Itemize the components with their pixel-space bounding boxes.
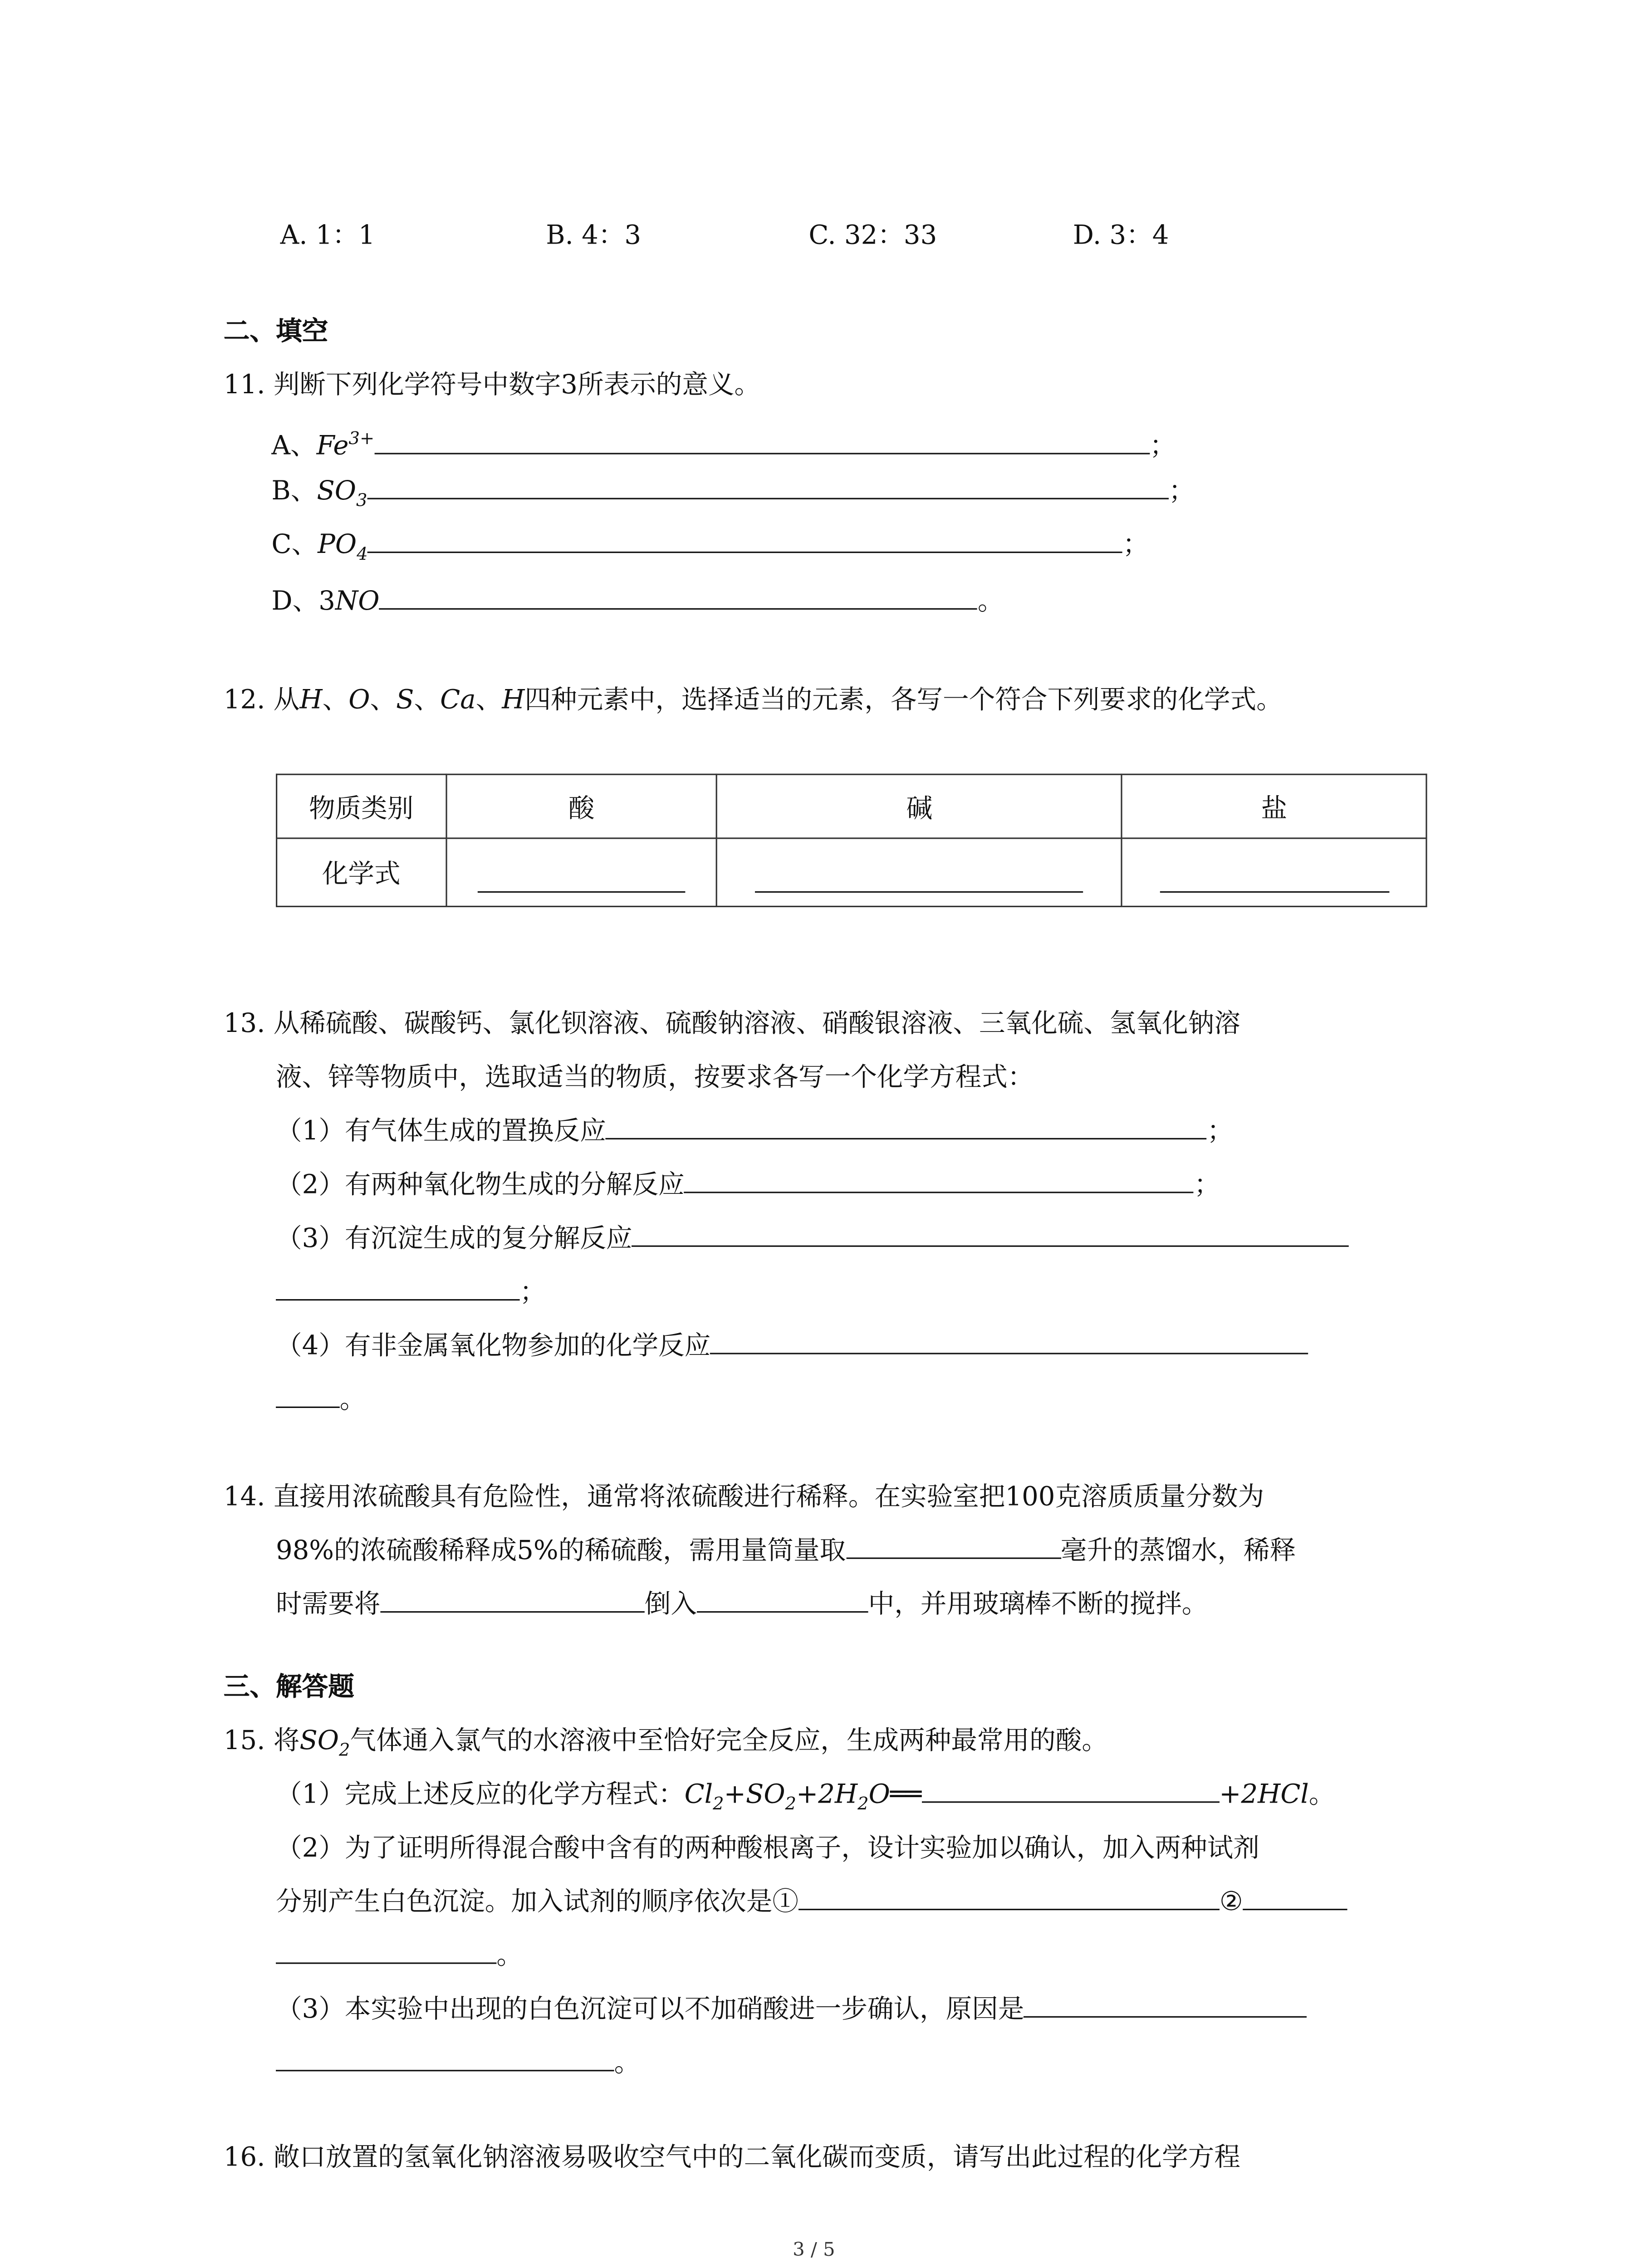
q10-option-a: A. 1：1 bbox=[280, 220, 375, 251]
page-number: 3 / 5 bbox=[793, 2239, 835, 2262]
formula-symbol: Fe bbox=[316, 431, 349, 462]
q11-prompt: 11. 判断下列化学符号中数字3所表示的意义。 bbox=[223, 370, 761, 401]
element-symbol: H bbox=[299, 685, 323, 716]
q11-item-a-end: ； bbox=[1150, 431, 1176, 462]
q11-item-c-end: ； bbox=[1122, 530, 1149, 561]
q12-answer-table bbox=[276, 774, 1427, 907]
equation-term: +2H bbox=[796, 1779, 858, 1810]
q11-item-b bbox=[271, 466, 1195, 526]
q15-reagent2-marker: ② bbox=[1220, 1887, 1243, 1918]
base-formula-blank[interactable] bbox=[755, 856, 1083, 893]
formula-symbol: PO bbox=[318, 530, 357, 561]
q11-item-d bbox=[271, 576, 1004, 628]
q15-part2-end: 。 bbox=[496, 1941, 523, 1971]
q15-prompt-formula bbox=[299, 1725, 350, 1760]
q13-item-2-end: ； bbox=[1194, 1170, 1220, 1201]
formula-superscript: 3+ bbox=[348, 428, 375, 449]
q15-reagent2-blank[interactable] bbox=[1243, 1877, 1347, 1911]
q11-item-b-answer-blank[interactable] bbox=[367, 466, 1169, 499]
q12-prompt-rest: 四种元素中，选择适当的元素，各写一个符合下列要求的化学式。 bbox=[524, 685, 1283, 716]
q15-prompt-rest: 气体通入氯气的水溶液中至恰好完全反应，生成两种最常用的酸。 bbox=[350, 1725, 1108, 1756]
q15-part2-line2 bbox=[276, 1877, 1347, 1929]
q15-reagent1-blank[interactable] bbox=[798, 1877, 1220, 1911]
separator: 、 bbox=[414, 685, 441, 716]
q11-item-c-answer-blank[interactable] bbox=[368, 520, 1123, 553]
q13-item-4-answer-blank-continued[interactable] bbox=[276, 1374, 340, 1408]
q14-water-volume-blank[interactable] bbox=[846, 1525, 1061, 1559]
q13-item-4-end: 。 bbox=[339, 1384, 366, 1415]
q11-item-d-formula: NO bbox=[335, 586, 380, 617]
q11-item-d-label: D、 bbox=[271, 586, 319, 617]
q10-option-c: C. 32：33 bbox=[808, 220, 937, 251]
separator: 、 bbox=[475, 685, 502, 716]
q15-prompt-start: 15. 将 bbox=[223, 1725, 300, 1756]
q15-part3-reason-blank-continued[interactable] bbox=[276, 2038, 614, 2072]
q10-option-b: B. 4：3 bbox=[546, 220, 642, 251]
q13-item-1-end: ； bbox=[1207, 1116, 1234, 1147]
element-symbol: H bbox=[502, 685, 525, 716]
q12-prompt bbox=[224, 675, 1283, 727]
q11-item-d-answer-blank[interactable] bbox=[380, 576, 978, 610]
q13-item-2 bbox=[276, 1160, 1220, 1212]
formula-coefficient: 3 bbox=[318, 586, 335, 617]
separator: 、 bbox=[322, 685, 349, 716]
q13-item-2-answer-blank[interactable] bbox=[685, 1160, 1194, 1193]
element-symbol: Ca bbox=[440, 685, 476, 716]
q13-item-3-end: ； bbox=[519, 1277, 546, 1308]
q11-item-d-end: 。 bbox=[977, 586, 1004, 617]
table-row bbox=[277, 838, 1426, 906]
table-cell-salt bbox=[1122, 838, 1426, 906]
q11-item-c-label: C、 bbox=[271, 530, 318, 561]
equation-term: +SO bbox=[724, 1779, 785, 1810]
q10-option-d: D. 3：4 bbox=[1073, 220, 1169, 251]
q11-item-b-label: B、 bbox=[271, 476, 317, 507]
table-header-acid: 酸 bbox=[446, 774, 717, 838]
q14-line3-text-end: 中，并用玻璃棒不断的搅拌。 bbox=[868, 1589, 1208, 1620]
q12-prompt-start: 12. 从 bbox=[223, 685, 300, 716]
table-header-base: 碱 bbox=[717, 774, 1122, 838]
q13-item-3-answer-blank-continued[interactable] bbox=[276, 1267, 520, 1301]
q15-part1-end: 。 bbox=[1308, 1779, 1335, 1810]
table-header-category: 物质类别 bbox=[277, 774, 446, 838]
formula-symbol: SO bbox=[317, 476, 357, 507]
q15-part3-text: （3）本实验中出现的白色沉淀可以不加硝酸进一步确认，原因是 bbox=[276, 1994, 1024, 2025]
q14-poured-substance-blank[interactable] bbox=[380, 1579, 644, 1613]
q15-part1-equation bbox=[684, 1779, 922, 1814]
q11-item-a-answer-blank[interactable] bbox=[374, 421, 1150, 455]
q15-part2-line3 bbox=[276, 1931, 523, 1983]
q13-item-1-answer-blank[interactable] bbox=[606, 1106, 1207, 1139]
equation-subscript: 2 bbox=[857, 1793, 869, 1814]
q13-item-2-text: （2）有两种氧化物生成的分解反应 bbox=[276, 1170, 685, 1201]
q15-part3-reason-blank[interactable] bbox=[1024, 1984, 1307, 2018]
q13-prompt-line2: 液、锌等物质中，选取适当的物质，按要求各写一个化学方程式： bbox=[276, 1062, 1034, 1093]
q15-part2-line1: （2）为了证明所得混合酸中含有的两种酸根离子，设计实验加以确认，加入两种试剂 bbox=[276, 1833, 1259, 1864]
formula-symbol: SO bbox=[299, 1725, 339, 1756]
q15-part3-end: 。 bbox=[614, 2048, 641, 2079]
table-header-row bbox=[277, 774, 1426, 838]
q13-item-1 bbox=[276, 1106, 1233, 1158]
q15-part3-line2 bbox=[276, 2038, 640, 2090]
q13-item-3 bbox=[276, 1213, 1349, 1266]
q13-item-1-text: （1）有气体生成的置换反应 bbox=[276, 1116, 606, 1147]
q15-part3-line1 bbox=[276, 1984, 1307, 2036]
q15-reagent2-blank-continued[interactable] bbox=[276, 1931, 496, 1964]
salt-formula-blank[interactable] bbox=[1160, 856, 1389, 893]
q15-part1 bbox=[276, 1769, 1335, 1830]
section-heading-answers: 三、解答题 bbox=[223, 1672, 354, 1703]
q11-item-b-end: ； bbox=[1168, 476, 1195, 507]
element-symbol: O bbox=[348, 685, 370, 716]
q13-item-4-continued bbox=[276, 1374, 366, 1427]
q13-item-4 bbox=[276, 1321, 1309, 1373]
q16-prompt: 16. 敞口放置的氢氧化钠溶液易吸收空气中的二氧化碳而变质，请写出此过程的化学方程 bbox=[223, 2142, 1240, 2173]
q11-item-a bbox=[271, 412, 1176, 473]
table-row-label: 化学式 bbox=[277, 838, 446, 906]
q14-line2-text: 98%的浓硫酸稀释成5%的稀硫酸，需用量筒量取 bbox=[276, 1535, 846, 1566]
q13-item-4-text: （4）有非金属氧化物参加的化学反应 bbox=[276, 1331, 711, 1362]
q15-part1-product-blank[interactable] bbox=[921, 1769, 1219, 1803]
equation-term: Cl bbox=[684, 1779, 713, 1810]
q11-item-a-label: A、 bbox=[271, 431, 317, 462]
q13-prompt-line1: 13. 从稀硫酸、碳酸钙、氯化钡溶液、硫酸钠溶液、硝酸银溶液、三氧化硫、氢氧化钠溶 bbox=[223, 1009, 1240, 1040]
q14-receiving-substance-blank[interactable] bbox=[697, 1579, 868, 1613]
q11-item-a-formula bbox=[316, 428, 375, 462]
q15-part1-text: （1）完成上述反应的化学方程式： bbox=[276, 1779, 685, 1810]
formula-subscript: 4 bbox=[357, 543, 368, 564]
q15-part2-text: 分别产生白色沉淀。加入试剂的顺序依次是① bbox=[276, 1887, 798, 1918]
separator: 、 bbox=[370, 685, 397, 716]
q14-line1: 14. 直接用浓硫酸具有危险性，通常将浓硫酸进行稀释。在实验室把100克溶质质量分数为 bbox=[223, 1482, 1264, 1513]
equation-subscript: 2 bbox=[713, 1793, 724, 1814]
q11-item-c-formula bbox=[318, 530, 368, 564]
element-symbol: S bbox=[396, 685, 414, 716]
q14-line3 bbox=[276, 1579, 1208, 1632]
q13-item-3-continued bbox=[276, 1267, 546, 1320]
q11-item-b-formula bbox=[317, 476, 367, 511]
q13-item-3-answer-blank[interactable] bbox=[632, 1213, 1349, 1247]
section-heading-fill-in: 二、填空 bbox=[223, 316, 328, 347]
formula-subscript: 3 bbox=[356, 490, 367, 511]
equation-term: +2HCl bbox=[1219, 1779, 1309, 1810]
table-header-salt: 盐 bbox=[1122, 774, 1426, 838]
acid-formula-blank[interactable] bbox=[478, 856, 686, 893]
equation-term: O══ bbox=[868, 1779, 922, 1810]
table-cell-base bbox=[717, 838, 1122, 906]
q14-line2-text-end: 毫升的蒸馏水，稀释 bbox=[1060, 1535, 1296, 1566]
q11-item-c bbox=[271, 520, 1149, 580]
equation-subscript: 2 bbox=[785, 1793, 796, 1814]
q13-item-3-text: （3）有沉淀生成的复分解反应 bbox=[276, 1223, 632, 1254]
table-cell-acid bbox=[446, 838, 717, 906]
q14-line2 bbox=[276, 1525, 1296, 1578]
formula-subscript: 2 bbox=[339, 1740, 350, 1760]
q14-line3-text: 时需要将 bbox=[276, 1589, 381, 1620]
q14-line3-pour-into: 倒入 bbox=[644, 1589, 697, 1620]
q13-item-4-answer-blank[interactable] bbox=[710, 1321, 1308, 1354]
q15-prompt bbox=[224, 1716, 1108, 1776]
